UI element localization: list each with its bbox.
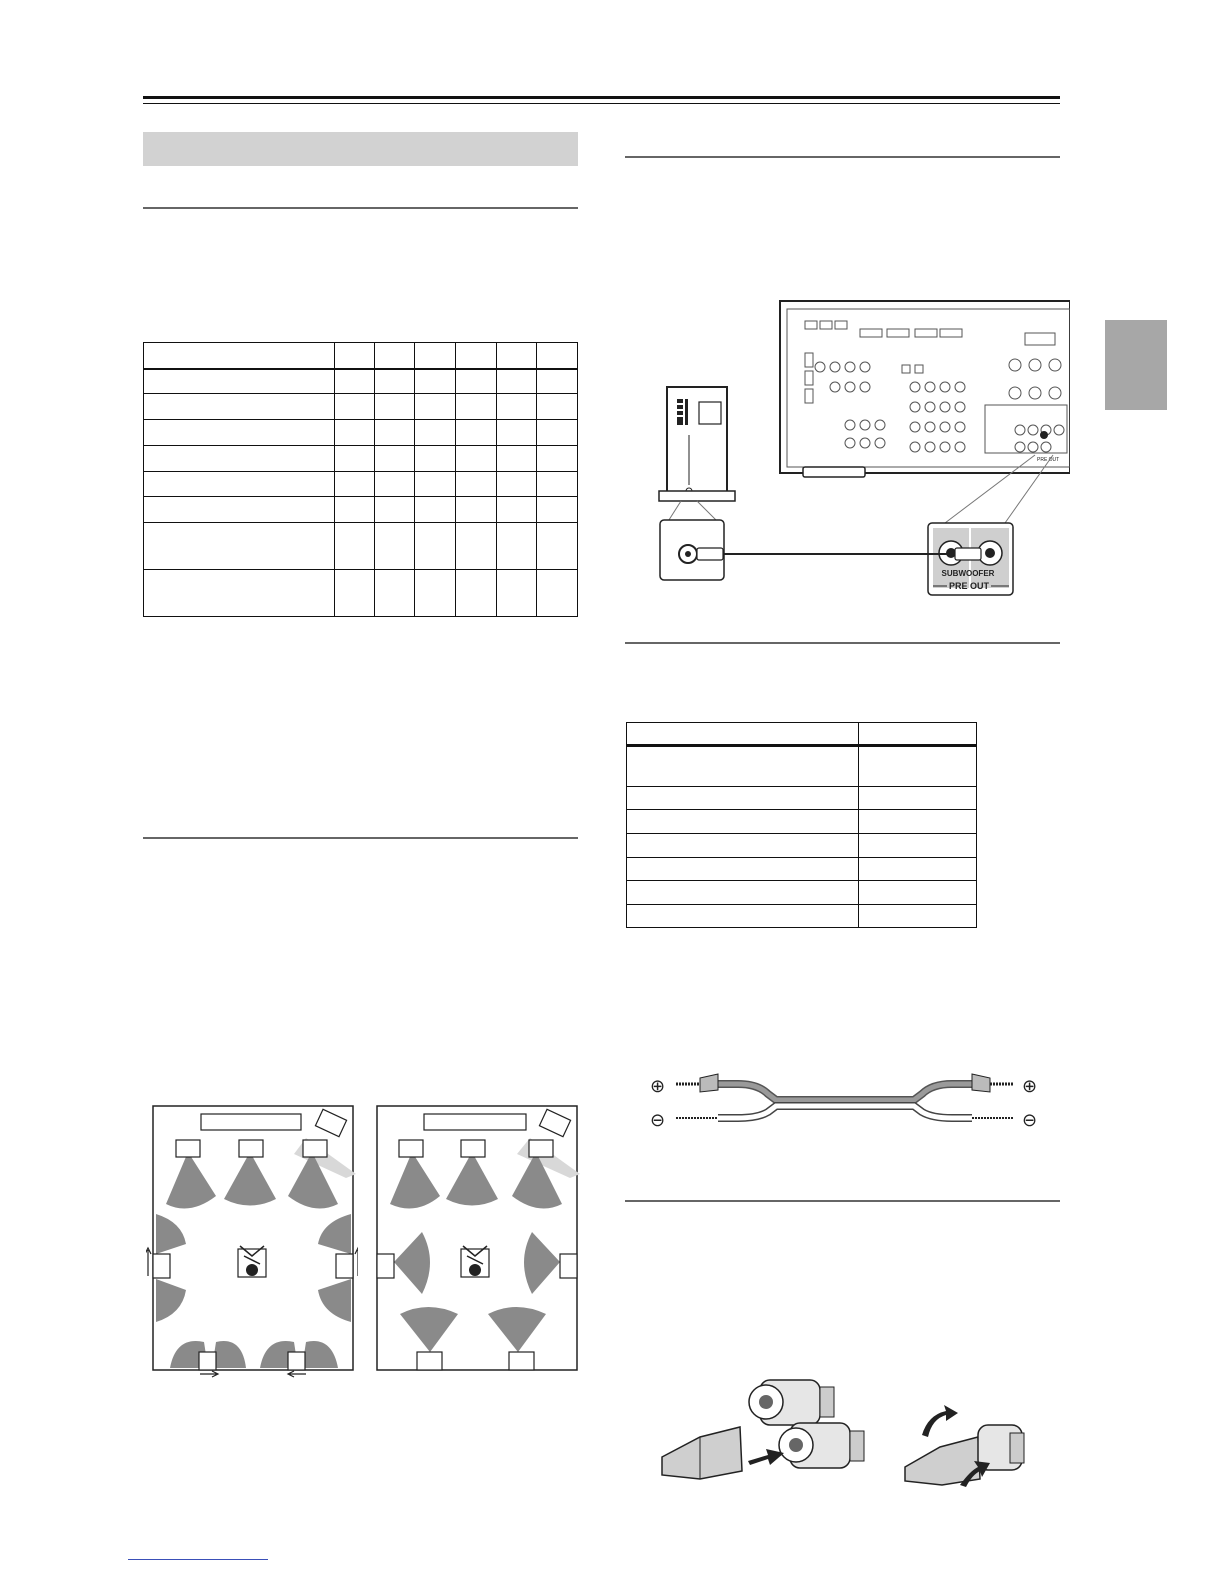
speaker-config-table [143,342,578,617]
table-cell [497,523,537,570]
section-header-bar [143,132,578,166]
header-rule-thin [143,103,1060,104]
subsection-rule-5 [625,1200,1060,1202]
front-right-speaker-icon [303,1140,327,1157]
table-cell [537,369,578,394]
table-cell [627,787,859,810]
table-row [627,834,977,858]
table-row [627,787,977,810]
surround-back-left-speaker-icon [417,1352,442,1370]
insert-arrow-icon [748,1449,784,1465]
table-row [144,420,578,446]
subsection-rule-4 [625,642,1060,644]
table-cell [537,420,578,446]
table-cell [375,369,415,394]
tv-screen-icon [201,1114,301,1130]
subwoofer-jack-label: SUBWOOFER [941,569,995,578]
table-cell [497,420,537,446]
table-cell [415,446,456,472]
table-cell [537,497,578,523]
front-left-speaker-icon [399,1140,423,1157]
table-cell [537,523,578,570]
table-cell [334,472,375,497]
terminal-post-icon [779,1423,864,1468]
impedance-table [626,722,977,928]
table-cell [497,369,537,394]
table-cell [415,472,456,497]
subsection-rule-3 [625,156,1060,158]
table-row [627,858,977,881]
table-cell [144,369,335,394]
table-cell [859,881,977,905]
table-cell [144,446,335,472]
table-cell [375,394,415,420]
table-cell [456,523,497,570]
table-cell [859,810,977,834]
table-cell [334,394,375,420]
terminal-cap-icon [749,1380,834,1425]
surround-right-speaker-icon [560,1254,577,1278]
subwoofer-connection-diagram [655,295,1070,605]
table-cell [456,570,497,617]
table-cell [627,723,859,746]
table-cell [627,881,859,905]
table-row [144,369,578,394]
surround-left-speaker-icon [153,1254,170,1278]
front-right-speaker-icon [529,1140,553,1157]
table-row [627,905,977,928]
table-cell [497,394,537,420]
room-layout-diagram-left [146,1104,358,1384]
plus-symbol-right: ⊕ [1022,1076,1038,1097]
table-cell [334,369,375,394]
minus-symbol-right: ⊖ [1022,1110,1038,1131]
plus-symbol-left: ⊕ [650,1076,666,1097]
table-row [144,394,578,420]
table-cell [456,472,497,497]
table-row [144,472,578,497]
table-cell [375,497,415,523]
table-cell [144,472,335,497]
table-cell [537,570,578,617]
table-cell [415,497,456,523]
table-cell [627,834,859,858]
table-cell [334,523,375,570]
table-cell [456,420,497,446]
table-row [144,497,578,523]
table-cell [375,523,415,570]
minus-symbol-left: ⊖ [650,1110,666,1131]
subwoofer-jack-icon [1040,431,1048,439]
table-row [627,746,977,787]
table-cell [497,570,537,617]
table-cell [375,420,415,446]
table-cell [859,723,977,746]
table-cell [859,834,977,858]
table-cell [497,446,537,472]
listener-icon [461,1246,489,1277]
table-cell [537,343,578,369]
table-cell [859,746,977,787]
table-cell [144,523,335,570]
twist-icon [972,1074,990,1092]
rotate-arrow-icon [922,1405,958,1437]
right-arrow-icon [200,1371,218,1377]
speaker-cable-diagram [648,1060,1044,1144]
table-cell [859,787,977,810]
twist-icon [700,1074,718,1092]
header-rule-thick [143,96,1060,99]
surround-left-speaker-icon [377,1254,394,1278]
table-cell [334,343,375,369]
side-thumb-tab [1105,320,1167,410]
subsection-rule-2 [143,837,578,839]
front-left-speaker-icon [176,1140,200,1157]
subsection-rule-1 [143,207,578,209]
pre-out-label: PRE OUT [948,581,990,591]
center-speaker-icon [461,1140,485,1157]
table-cell [334,446,375,472]
table-cell [497,497,537,523]
speaker-terminal-illustration [660,1375,1040,1495]
left-arrow-icon [288,1371,306,1377]
table-cell [859,858,977,881]
footer-link[interactable] [128,1559,268,1560]
table-cell [456,343,497,369]
surround-right-speaker-icon [336,1254,353,1278]
table-cell [537,446,578,472]
table-cell [497,472,537,497]
table-cell [334,570,375,617]
table-row [627,810,977,834]
table-cell [456,497,497,523]
table-row [627,881,977,905]
table-cell [627,905,859,928]
table-cell [415,369,456,394]
surround-back-right-speaker-icon [288,1352,305,1370]
table-row [144,446,578,472]
table-cell [144,343,335,369]
table-cell [334,420,375,446]
table-row [627,723,977,746]
table-cell [537,394,578,420]
table-cell [415,343,456,369]
table-cell [859,905,977,928]
table-cell [627,858,859,881]
table-cell [375,472,415,497]
banana-plug-icon [662,1427,742,1479]
table-cell [456,369,497,394]
center-speaker-icon [239,1140,263,1157]
listener-icon [238,1246,266,1277]
table-cell [375,343,415,369]
surround-back-left-speaker-icon [199,1352,216,1370]
table-cell [144,570,335,617]
table-cell [627,810,859,834]
table-cell [144,394,335,420]
receiver-rear-panel [780,301,1070,477]
room-layout-diagram-right [372,1104,582,1374]
table-cell [415,570,456,617]
table-cell [375,570,415,617]
tv-screen-icon [424,1114,526,1130]
up-arrow-icon [355,1248,358,1276]
table-cell [144,497,335,523]
table-cell [334,497,375,523]
table-cell [415,394,456,420]
table-row [144,570,578,617]
table-cell [375,446,415,472]
table-row [144,523,578,570]
table-cell [627,746,859,787]
surround-back-right-speaker-icon [509,1352,534,1370]
table-cell [456,446,497,472]
table-cell [144,420,335,446]
pre-out-mini-label: PRE OUT [1037,457,1060,463]
table-cell [415,420,456,446]
up-arrow-icon [146,1248,151,1276]
table-cell [415,523,456,570]
subwoofer-unit [659,387,735,501]
table-cell [456,394,497,420]
table-cell [497,343,537,369]
table-row [144,343,578,369]
table-cell [537,472,578,497]
